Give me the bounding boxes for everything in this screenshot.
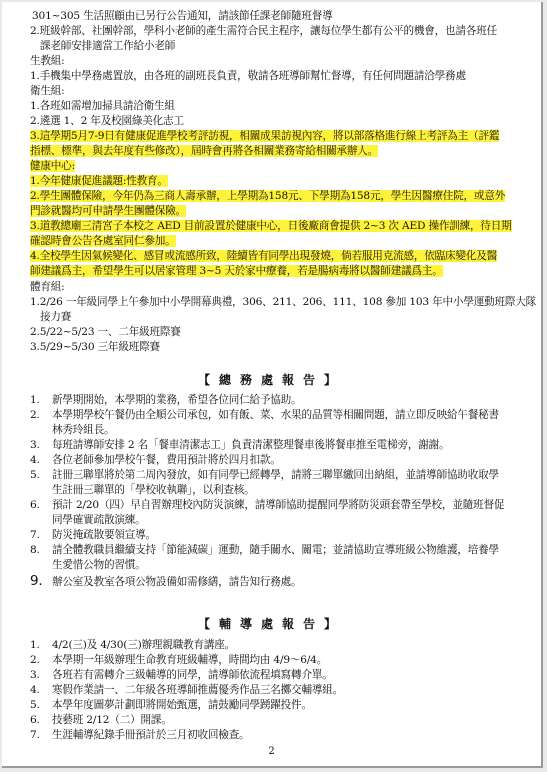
- highlighted-text: 指標、標準，與去年度有些修改），屆時會再將各相關業務寄給相關承辦人。: [30, 145, 379, 157]
- text-line: 接力賽: [40, 311, 72, 323]
- list-item: 防災掩疏散要領宣導。: [52, 529, 156, 541]
- list-item: 本學期一年級辦理生命教育班級輔導，時間均由 4/9～6/4。: [52, 654, 328, 666]
- item-number: 1.: [30, 394, 40, 406]
- text-line: 1.各班如需增加掃具請洽衛生組: [30, 100, 175, 112]
- highlighted-text: 3.道教總廟三清宮子本校之 AED 目前設置於健康中心，日後廠商會提供 2~3 次 AED 操作訓練，待日期: [30, 220, 512, 232]
- list-item: 寒假作業請一、二年級各班導師推薦優秀作品三名擲交輔導組。: [52, 684, 344, 696]
- list-item: 4/2(三)及 4/30(三)辦理親職教育講座。: [52, 639, 236, 651]
- item-number: 8.: [30, 544, 40, 556]
- text-line: 1.2/26 一年級同學上午參加中小學開幕典禮，306、211、206、111、108 參加 103 年中小學運動班際大隊: [30, 296, 537, 308]
- highlighted-text: 師建議爲主，希望學生可以居家管理 3~5 天於家中療養，若是腸病毒將以醫師建議爲主。: [30, 265, 443, 277]
- text-line: 課老師安排適當工作給小老師: [40, 40, 176, 52]
- text-line: 3.5/29~5/30 三年級班際賽: [30, 341, 160, 353]
- item-number: 2.: [30, 654, 40, 666]
- item-number: 9.: [30, 573, 43, 589]
- list-item: 預計 2/20（四）早自習辦理校內防災演練，請導師協助提醒同學將防災頭套帶至學校，並隨班督促: [52, 499, 505, 511]
- item-number: 2.: [30, 409, 40, 421]
- item-number: 6.: [30, 499, 40, 511]
- highlighted-text: 1.今年健康促進議題:性教育。: [30, 175, 168, 187]
- list-item-continuation: 同學確實疏散演練。: [52, 514, 146, 526]
- item-number: 4.: [30, 454, 40, 466]
- item-number: 1.: [30, 639, 40, 651]
- section-title-counseling: 【輔導處報告】: [197, 617, 345, 631]
- list-item: 本學年度圖夢計劃即將開始甄選，請鼓勵同學踴躍投件。: [52, 699, 312, 711]
- item-number: 4.: [30, 684, 40, 696]
- list-item: 本學期學校午餐仍由全順公司承包，如有飯、菜、水果的品質等相關問題，請立即反映給午餐秘書: [52, 409, 499, 421]
- list-item: 技藝班 2/12（二）開課。: [52, 714, 172, 726]
- subheading: 衛生組:: [30, 85, 65, 97]
- highlighted-subheading: 健康中心:: [30, 160, 75, 172]
- list-item: 各班若有需轉介三級輔導的同學，請導師依流程填寫轉介單。: [52, 669, 333, 681]
- list-item: 新學期開始，本學期的業務，希望各位同仁給予協助。: [52, 394, 302, 406]
- item-number: 7.: [30, 729, 40, 741]
- highlighted-text: 3.這學期5月7-9日有健康促進學校考評訪視，相關成果訪視內容，將以部落格進行線上考評為主（評鑑: [30, 130, 500, 142]
- list-item: 辦公室及教室各項公物設備如需修繕，請告知行務處。: [52, 576, 302, 588]
- highlighted-text: 4.全校學生因氣候變化、感冒或流感所致，陸續皆有同學出現發燒，倘若服用克流感，依臨床變化及醫: [30, 250, 498, 262]
- item-number: 5.: [30, 699, 40, 711]
- list-item: 註冊三聯單將於第二周內發放，如有同學已經轉學，請將三聯單繳回出納組，並請導師協助收取學: [52, 469, 499, 481]
- text-line: 301~305 生活照顧由已另行公告通知，請該節任課老師隨班督導: [32, 10, 333, 22]
- text-line: 2.5/22~5/23 一、二年級班際賽: [30, 326, 181, 338]
- highlighted-text: 門診就醫均可申請學生團體保險。: [30, 205, 186, 217]
- document-page: [2, 2, 543, 768]
- list-item: 各位老師參加學校午餐，費用預計將於四月扣款。: [52, 454, 281, 466]
- list-item: 請全體教職員繼續支持「節能減碳」運動，隨手關水、關電；並請協助宣導班級公物維護，培養學: [52, 544, 499, 556]
- section-title-general-affairs: 【總務處報告】: [197, 373, 345, 387]
- text-line: 2.遴選 1、2 年及校園綠美化志工: [30, 115, 184, 127]
- text-line: 2.班級幹部、社團幹部，學科小老師的產生需符合民主程序，讓每位學生都有公平的機會，也請各班任: [30, 25, 498, 37]
- item-number: 3.: [30, 669, 40, 681]
- item-number: 3.: [30, 439, 40, 451]
- highlighted-text: 2.學生團體保險，今年仍為三商人壽承辦，上學期為158元、下學期為158元，學生因醫療住院，或意外: [30, 190, 506, 202]
- subheading: 生教組:: [30, 55, 65, 67]
- list-item-continuation: 生註冊三聯單的「學校收執聯」，以利查核。: [52, 484, 255, 496]
- list-item-continuation: 林秀玲組長。: [52, 424, 115, 436]
- text-line: 1.手機集中學務處置放，由各班的副班長負責，敬請各班導師幫忙督導，有任何問題請洽學務處: [30, 70, 466, 82]
- item-number: 6.: [30, 714, 40, 726]
- list-item: 每班請導師安排 2 名「餐車清潔志工」負責清潔整理餐車後將餐車推至電梯旁，謝謝。: [52, 439, 450, 451]
- highlighted-text: 確認時會公告各處室同仁參加。: [30, 235, 176, 247]
- item-number: 7.: [30, 529, 40, 541]
- item-number: 5.: [30, 469, 40, 481]
- page-number: 2: [268, 746, 275, 757]
- list-item: 生涯輔導紀錄手冊預計於三月初收回檢查。: [52, 729, 250, 741]
- subheading: 體育組:: [30, 281, 65, 293]
- list-item-continuation: 生愛惜公物的習慣。: [52, 559, 146, 571]
